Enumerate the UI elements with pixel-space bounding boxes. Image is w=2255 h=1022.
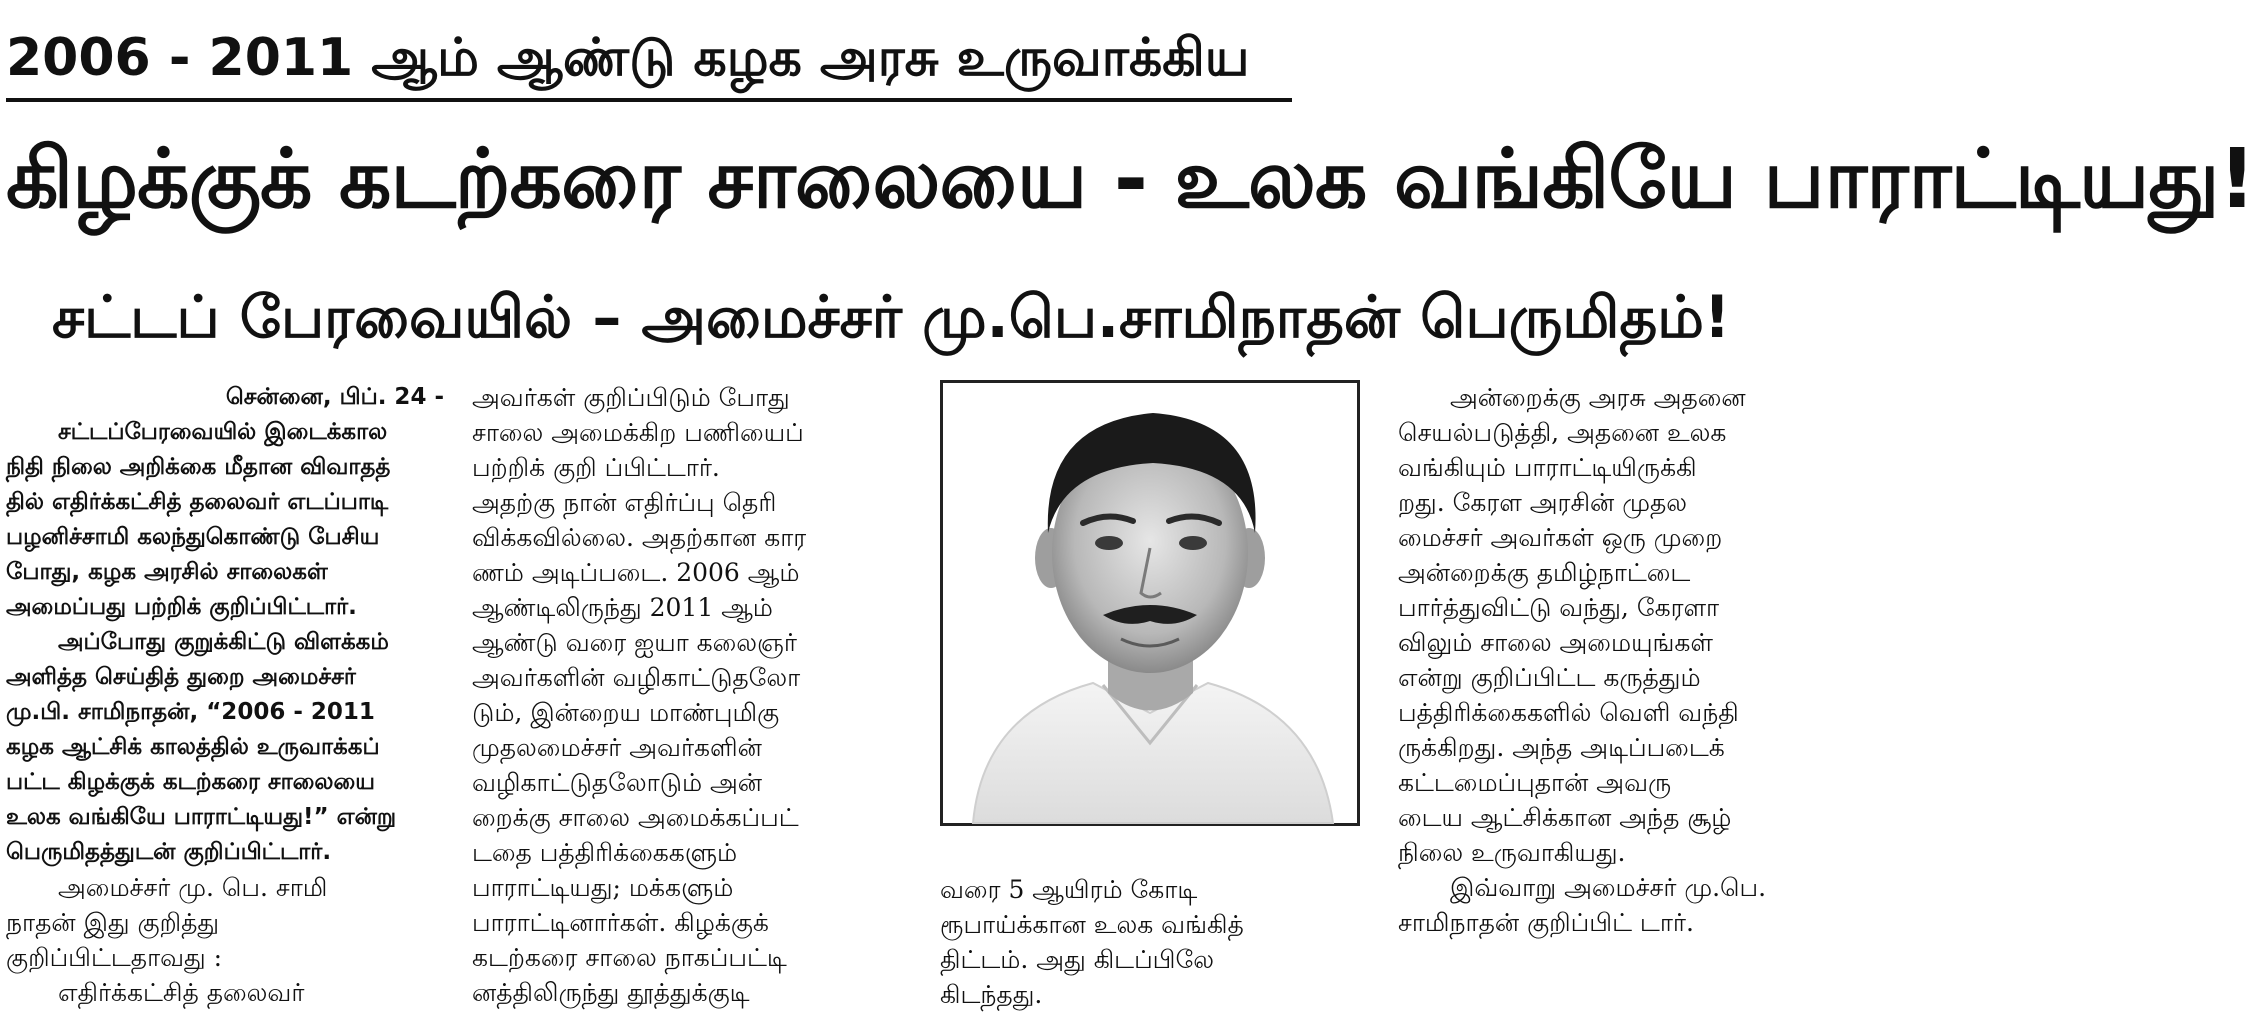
article-line: ரூபாய்க்கான உலக வங்கித்: [940, 910, 1244, 939]
article-line: டதை பத்திரிக்கைகளும்: [472, 838, 738, 867]
article-line: அவர்களின் வழிகாட்டுதலோ: [472, 663, 801, 692]
article-line: ஆண்டு வரை ஐயா கலைஞர்: [472, 628, 797, 657]
article-line: அமைச்சர் மு. பெ. சாமி: [58, 873, 328, 902]
article-line: அளித்த செய்தித் துறை அமைச்சர்: [6, 664, 356, 690]
article-line: நிலை உருவாகியது.: [1398, 838, 1626, 867]
article-line: திட்டம். அது கிடப்பிலே: [940, 945, 1214, 974]
article-line: கழக ஆட்சிக் காலத்தில் உருவாக்கப்: [6, 734, 380, 760]
article-line: கட்டமைப்புதான் அவரு: [1398, 768, 1672, 797]
article-line: மைச்சர் அவர்கள் ஒரு முறை: [1398, 523, 1723, 552]
article-column-3: [940, 872, 1370, 1012]
article-line: அதற்கு நான் எதிர்ப்பு தெரி: [472, 488, 777, 517]
kicker-headline: 2006 - 2011 ஆம் ஆண்டு கழக அரசு உருவாக்கிய: [6, 18, 1292, 102]
article-line: பார்த்துவிட்டு வந்து, கேரளா: [1398, 593, 1720, 622]
article-line: தில் எதிர்க்கட்சித் தலைவர் எடப்பாடி: [6, 489, 389, 515]
article-line: னத்திலிருந்து தூத்துக்குடி: [472, 978, 750, 1007]
article-line: சாமிநாதன் குறிப்பிட் டார்.: [1398, 908, 1694, 937]
article-line: குறிப்பிட்டதாவது :: [6, 943, 223, 972]
article-line: ருக்கிறது. அந்த அடிப்படைக்: [1398, 733, 1725, 762]
article-line: ணம் அடிப்படை. 2006 ஆம்: [472, 558, 800, 587]
article-line: அன்றைக்கு அரசு அதனை: [1450, 383, 1746, 412]
article-line: உலக வங்கியே பாராட்டியது!” என்று: [6, 804, 397, 830]
minister-photo: [940, 380, 1360, 826]
article-line: சாலை அமைக்கிற பணியைப்: [472, 418, 804, 447]
article-line: டும், இன்றைய மாண்புமிகு: [472, 698, 780, 727]
article-line: பாராட்டியது; மக்களும்: [472, 873, 734, 902]
article-line: ஆண்டிலிருந்து 2011 ஆம்: [472, 593, 773, 622]
article-line: அன்றைக்கு தமிழ்நாட்டை: [1398, 558, 1691, 587]
article-line: றைக்கு சாலை அமைக்கப்பட்: [472, 803, 799, 832]
article-line: பாராட்டினார்கள். கிழக்குக்: [472, 908, 769, 937]
article-line: சட்டப்பேரவையில் இடைக்கால: [58, 419, 388, 445]
article-line: எதிர்க்கட்சித் தலைவர்: [58, 978, 305, 1007]
article-line: வரை 5 ஆயிரம் கோடி: [940, 875, 1198, 904]
article-line: செயல்படுத்தி, அதனை உலக: [1398, 418, 1727, 447]
article-line: மு.பி. சாமிநாதன், “2006 - 2011: [6, 699, 375, 725]
article-column-4: [1398, 380, 1834, 1020]
article-line: அப்போது குறுக்கிட்டு விளக்கம்: [58, 629, 389, 655]
article-line: பற்றிக் குறி ப்பிட்டார்.: [472, 453, 720, 482]
article-column-1: [6, 380, 444, 1020]
article-line: போது, கழக அரசில் சாலைகள்: [6, 559, 328, 585]
main-headline: கிழக்குக் கடற்கரை சாலையை - உலக வங்கியே பாராட்டியது!: [6, 132, 2255, 227]
article-line: நாதன் இது குறித்து: [6, 908, 220, 937]
article-line: வழிகாட்டுதலோடும் அன்: [472, 768, 763, 797]
article-line: இவ்வாறு அமைச்சர் மு.பெ.: [1450, 873, 1767, 902]
article-column-2: [472, 380, 910, 1020]
article-line: வங்கியும் பாராட்டியிருக்கி: [1398, 453, 1697, 482]
article-line: என்று குறிப்பிட்ட கருத்தும்: [1398, 663, 1701, 692]
article-line: அவர்கள் குறிப்பிடும் போது: [472, 383, 790, 412]
article-line: நிதி நிலை அறிக்கை மீதான விவாதத்: [6, 454, 391, 480]
article-line: கடற்கரை சாலை நாகப்பட்டி: [472, 943, 787, 972]
dateline: சென்னை, பிப். 24 -: [225, 384, 444, 410]
portrait-image: [943, 383, 1357, 823]
article-line: பெருமிதத்துடன் குறிப்பிட்டார்.: [6, 839, 332, 865]
article-line: விலும் சாலை அமையுங்கள்: [1398, 628, 1713, 657]
article-line: பழனிச்சாமி கலந்துகொண்டு பேசிய: [6, 524, 380, 550]
article-line: முதலமைச்சர் அவர்களின்: [472, 733, 762, 762]
article-line: கிடந்தது.: [940, 980, 1043, 1009]
article-line: றது. கேரள அரசின் முதல: [1398, 488, 1688, 517]
article-line: டைய ஆட்சிக்கான அந்த சூழ்: [1398, 803, 1732, 832]
sub-headline: சட்டப் பேரவையில் – அமைச்சர் மு.பெ.சாமிநாதன் பெருமிதம்!: [52, 283, 1731, 351]
article-line: விக்கவில்லை. அதற்கான கார: [472, 523, 807, 552]
article-line: பத்திரிக்கைகளில் வெளி வந்தி: [1398, 698, 1739, 727]
article-line: பட்ட கிழக்குக் கடற்கரை சாலையை: [6, 769, 375, 795]
article-line: அமைப்பது பற்றிக் குறிப்பிட்டார்.: [6, 594, 357, 620]
